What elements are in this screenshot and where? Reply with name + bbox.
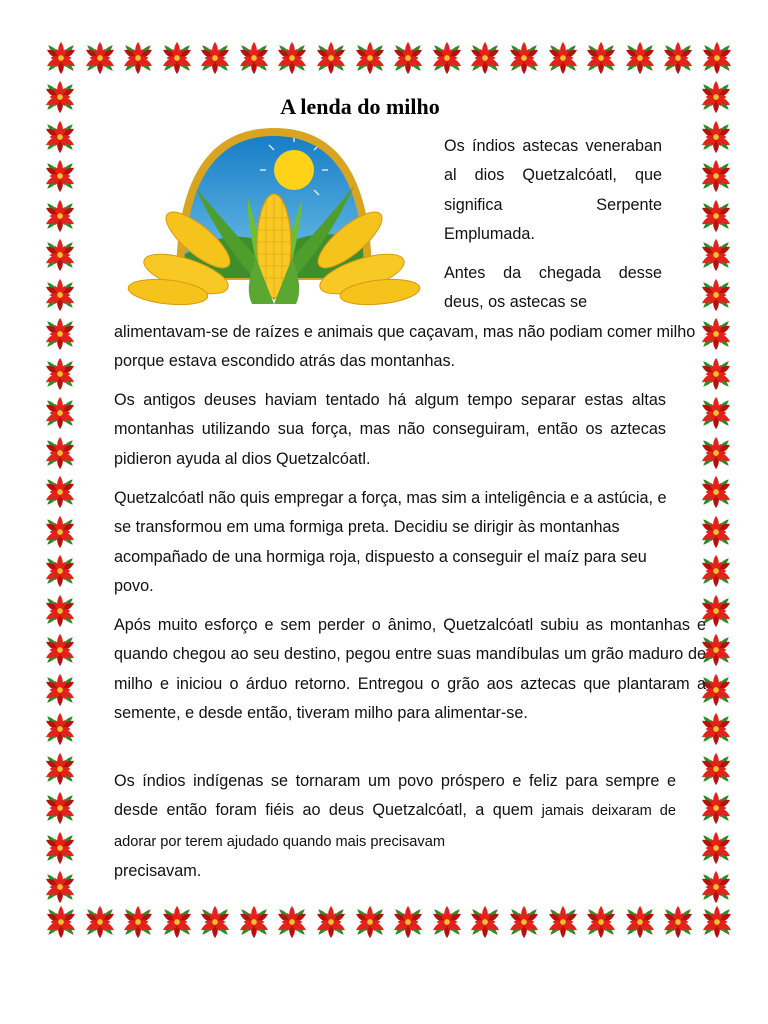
poinsettia-icon: [505, 39, 543, 77]
poinsettia-icon: [351, 903, 389, 941]
poinsettia-icon: [158, 39, 196, 77]
poinsettia-icon: [697, 513, 735, 551]
poinsettia-icon: [81, 903, 119, 941]
paragraph-6: [114, 767, 676, 886]
poinsettia-icon: [41, 78, 79, 116]
poinsettia-icon: [41, 236, 79, 274]
paragraph-6-line-a: Os índios indígenas se tornaram um povo próspero e feliz para sempre e desde então foram fiéis ao deus Quetzalcóatl, a quem: [114, 772, 676, 820]
poinsettia-icon: [697, 868, 735, 906]
poinsettia-icon: [41, 355, 79, 393]
poinsettia-icon: [235, 903, 273, 941]
poinsettia-icon: [41, 552, 79, 590]
poinsettia-icon: [505, 903, 543, 941]
poinsettia-icon: [466, 39, 504, 77]
poinsettia-icon: [698, 903, 736, 941]
poinsettia-icon: [41, 197, 79, 235]
poinsettia-icon: [41, 473, 79, 511]
border-left: [40, 78, 80, 906]
poinsettia-icon: [697, 394, 735, 432]
poinsettia-icon: [697, 157, 735, 195]
poinsettia-icon: [41, 276, 79, 314]
poinsettia-icon: [351, 39, 389, 77]
poinsettia-icon: [41, 829, 79, 867]
poinsettia-icon: [119, 39, 157, 77]
poinsettia-icon: [466, 903, 504, 941]
poinsettia-icon: [41, 750, 79, 788]
paragraph-6-line-b: jamais deixaram de adorar por terem ajudado quando mais precisavam: [114, 803, 676, 850]
poinsettia-icon: [41, 671, 79, 709]
poinsettia-icon: [273, 39, 311, 77]
page-title: A lenda do milho: [280, 94, 440, 119]
poinsettia-icon: [389, 903, 427, 941]
poinsettia-icon: [158, 903, 196, 941]
poinsettia-icon: [697, 118, 735, 156]
poinsettia-icon: [41, 789, 79, 827]
poinsettia-icon: [41, 592, 79, 630]
paragraph-6-line-c: precisavam.: [114, 861, 202, 880]
border-bottom: [42, 902, 736, 942]
poinsettia-icon: [41, 157, 79, 195]
poinsettia-icon: [698, 39, 736, 77]
poinsettia-icon: [659, 39, 697, 77]
poinsettia-icon: [312, 39, 350, 77]
paragraph-1: Os índios astecas veneraban al dios Quetzalcóatl, que significa Serpente Emplumada.: [444, 137, 662, 243]
poinsettia-icon: [428, 903, 466, 941]
paragraph-2-side: Antes da chegada desse deus, os astecas se: [444, 264, 662, 312]
poinsettia-icon: [621, 903, 659, 941]
poinsettia-icon: [428, 39, 466, 77]
border-right: [696, 78, 736, 906]
border-top: [42, 38, 736, 78]
poinsettia-icon: [697, 552, 735, 590]
paragraph-2-continued: alimentavam-se de raízes e animais que caçavam, mas não podiam comer milho porque estava escondido atrás das montanhas.: [114, 323, 696, 371]
poinsettia-icon: [42, 39, 80, 77]
poinsettia-icon: [697, 236, 735, 274]
paragraph-4: Quetzalcóatl não quis empregar a força, mas sim a inteligência e a astúcia, e se transformou em uma formiga preta. Decidiu se dirigir às montanhas acompañado de una hormiga roja, dispuesto a conseguir el maíz para seu povo.: [114, 489, 667, 595]
poinsettia-icon: [697, 473, 735, 511]
poinsettia-icon: [41, 315, 79, 353]
poinsettia-icon: [42, 903, 80, 941]
poinsettia-icon: [41, 118, 79, 156]
poinsettia-icon: [697, 197, 735, 235]
poinsettia-icon: [544, 903, 582, 941]
poinsettia-icon: [41, 513, 79, 551]
sun-icon: [274, 150, 314, 190]
poinsettia-icon: [235, 39, 273, 77]
paragraph-5: Após muito esforço e sem perder o ânimo, Quetzalcóatl subiu as montanhas e quando chegou ao seu destino, pegou entre suas mandíbulas um grão maduro de milho e iniciou o árduo retorno. Entregou o grão aos aztecas que plantaram a semente, e desde então, tiveram milho para alimentar-se.: [114, 616, 706, 722]
poinsettia-icon: [544, 39, 582, 77]
poinsettia-icon: [41, 631, 79, 669]
poinsettia-icon: [582, 903, 620, 941]
poinsettia-icon: [196, 39, 234, 77]
poinsettia-icon: [697, 829, 735, 867]
poinsettia-icon: [119, 903, 157, 941]
poinsettia-icon: [41, 394, 79, 432]
poinsettia-icon: [41, 710, 79, 748]
paragraph-3: Os antigos deuses haviam tentado há algum tempo separar estas altas montanhas utilizando sua força, mas não conseguiram, então os aztecas pidieron ayuda al dios Quetzalcóatl.: [114, 391, 666, 468]
poinsettia-icon: [697, 434, 735, 472]
poinsettia-icon: [697, 276, 735, 314]
poinsettia-icon: [697, 750, 735, 788]
corn-illustration: [126, 128, 422, 306]
poinsettia-icon: [582, 39, 620, 77]
poinsettia-icon: [697, 78, 735, 116]
poinsettia-icon: [389, 39, 427, 77]
poinsettia-icon: [41, 434, 79, 472]
poinsettia-icon: [81, 39, 119, 77]
poinsettia-icon: [659, 903, 697, 941]
poinsettia-icon: [697, 789, 735, 827]
poinsettia-icon: [621, 39, 659, 77]
poinsettia-icon: [196, 903, 234, 941]
poinsettia-icon: [312, 903, 350, 941]
poinsettia-icon: [273, 903, 311, 941]
poinsettia-icon: [41, 868, 79, 906]
